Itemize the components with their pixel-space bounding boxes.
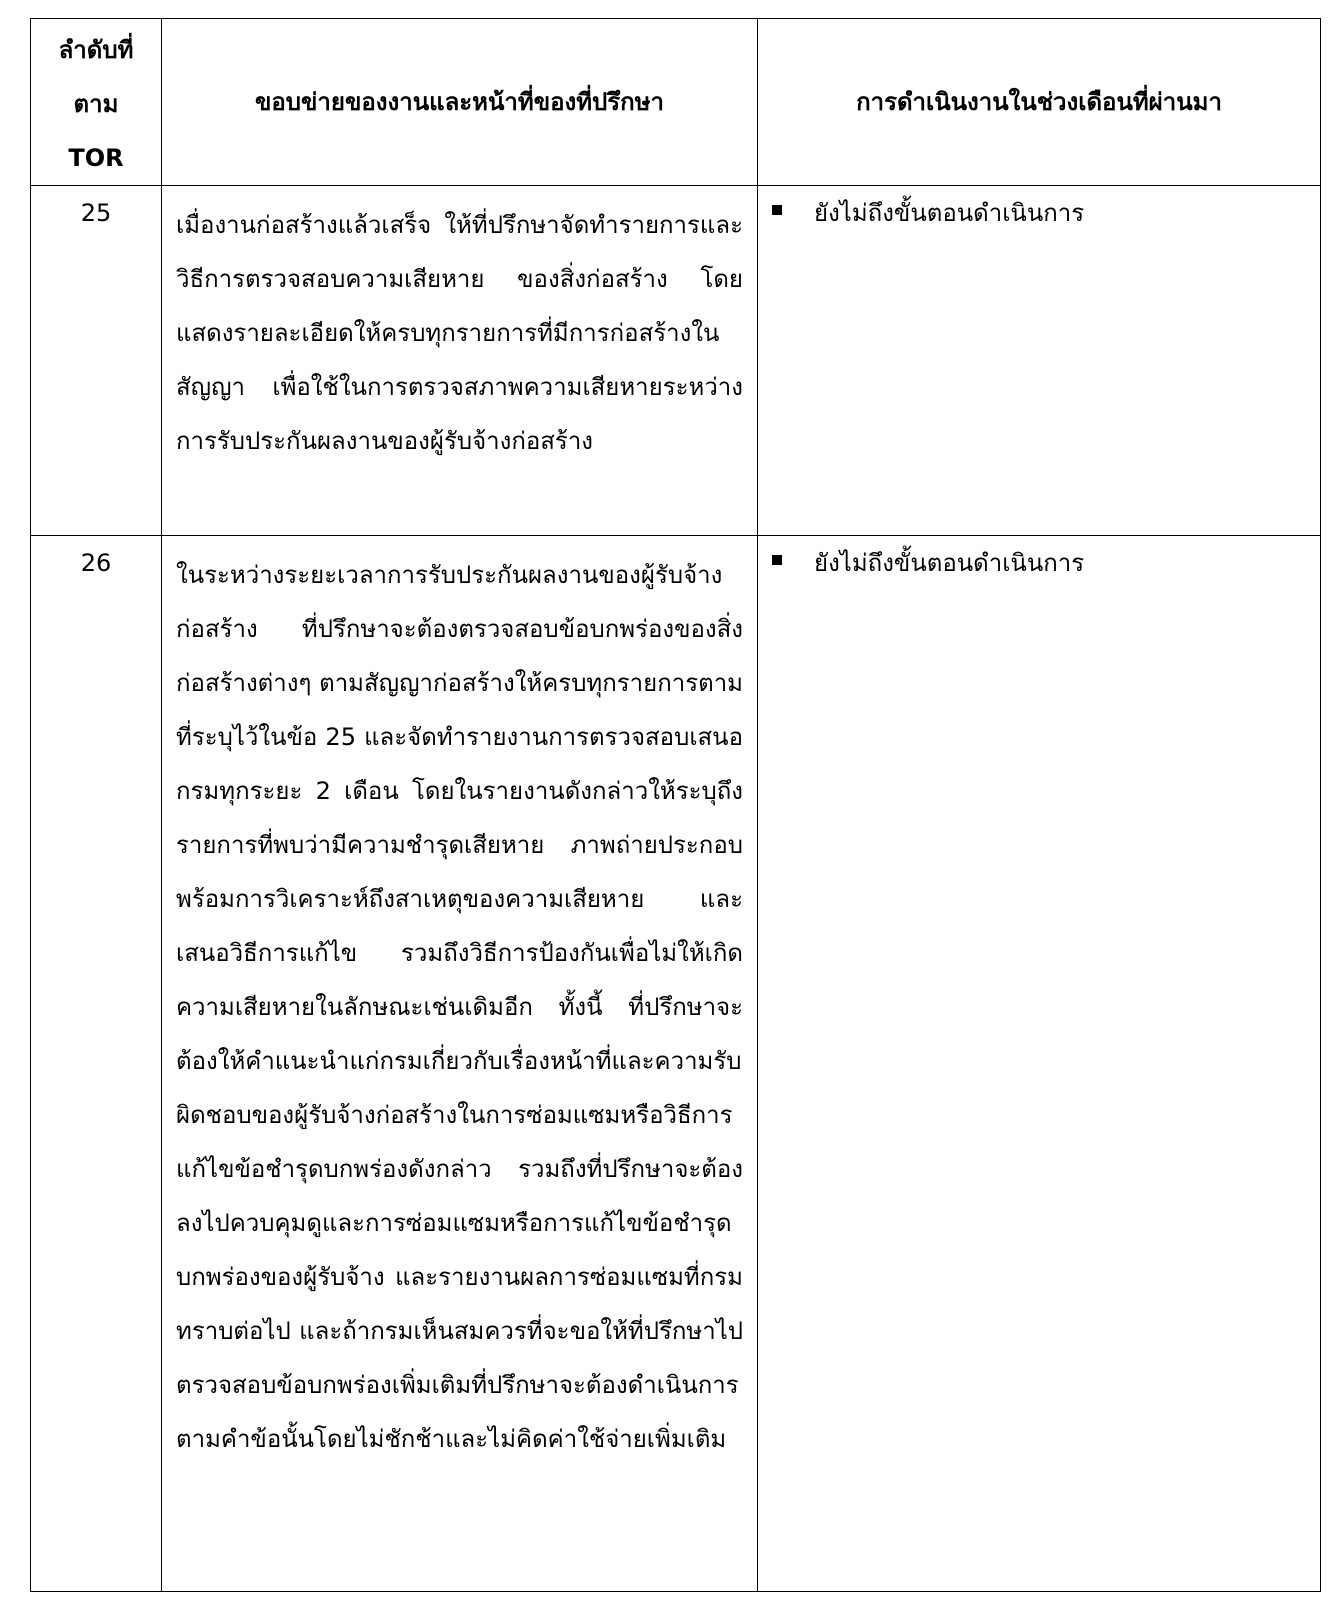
row-status-cell [758,186,1321,536]
status-list-item [772,536,1310,590]
row-description: เมื่องานก่อสร้างแล้วเสร็จ ให้ที่ปรึกษาจัดทำรายการและวิธีการตรวจสอบความเสียหาย ของสิ่งก่อสร้าง โดยแสดงรายละเอียดให้ครบทุกรายการที่มีการก่อสร้างในสัญญา เพื่อใช้ในการตรวจสภาพความเสียหายระหว่างการรับประกันผลงานของผู้รับจ้างก่อสร้าง [162,186,758,536]
row-description: ในระหว่างระยะเวลาการรับประกันผลงานของผู้รับจ้างก่อสร้าง ที่ปรึกษาจะต้องตรวจสอบข้อบกพร่องของสิ่งก่อสร้างต่างๆ ตามสัญญาก่อสร้างให้ครบทุกรายการตามที่ระบุไว้ในข้อ 25 และจัดทำรายงานการตรวจสอบเสนอกรมทุกระยะ 2 เดือน โดยในรายงานดังกล่าวให้ระบุถึงรายการที่พบว่ามีความชำรุดเสียหาย ภาพถ่ายประกอบ พร้อมการวิเคราะห์ถึงสาเหตุของความเสียหาย และเสนอวิธีการแก้ไข รวมถึงวิธีการป้องกันเพื่อไม่ให้เกิดความเสียหายในลักษณะเช่นเดิมอีก ทั้งนี้ ที่ปรึกษาจะต้องให้คำแนะนำแก่กรมเกี่ยวกับเรื่องหน้าที่และความรับผิดชอบของผู้รับจ้างก่อสร้างในการซ่อมแซมหรือวิธีการแก้ไขข้อชำรุดบกพร่องดังกล่าว รวมถึงที่ปรึกษาจะต้องลงไปควบคุมดูและการซ่อมแซมหรือการแก้ไขข้อชำรุดบกพร่องของผู้รับจ้าง และรายงานผลการซ่อมแซมที่กรมทราบต่อไป และถ้ากรมเห็นสมควรที่จะขอให้ที่ปรึกษาไปตรวจสอบข้อบกพร่องเพิ่มเติมที่ปรึกษาจะต้องดำเนินการตามคำข้อนั้นโดยไม่ชักช้าและไม่คิดค่าใช้จ่ายเพิ่มเติม [162,536,758,1592]
row-number: 26 [31,536,162,1592]
header-tor-number-line-2: ตาม [73,90,119,118]
row-number: 25 [31,186,162,536]
square-bullet-icon [772,205,782,215]
status-list-item [772,186,1310,240]
table-row [31,186,1321,536]
table-row [31,536,1321,1592]
tor-progress-table [30,18,1321,1592]
header-tor-number [31,19,162,186]
header-tor-number-line-1: ลำดับที่ [58,36,134,64]
row-status-cell [758,536,1321,1592]
header-progress-last-month: การดำเนินงานในช่วงเดือนที่ผ่านมา [758,19,1321,186]
table-header-row [31,19,1321,186]
status-text: ยังไม่ถึงขั้นตอนดำเนินการ [814,549,1085,577]
status-text: ยังไม่ถึงขั้นตอนดำเนินการ [814,199,1085,227]
header-tor-number-line-3: TOR [68,144,124,172]
document-page [30,18,1320,1592]
square-bullet-icon [772,555,782,565]
header-scope-of-work: ขอบข่ายของงานและหน้าที่ของที่ปรึกษา [162,19,758,186]
